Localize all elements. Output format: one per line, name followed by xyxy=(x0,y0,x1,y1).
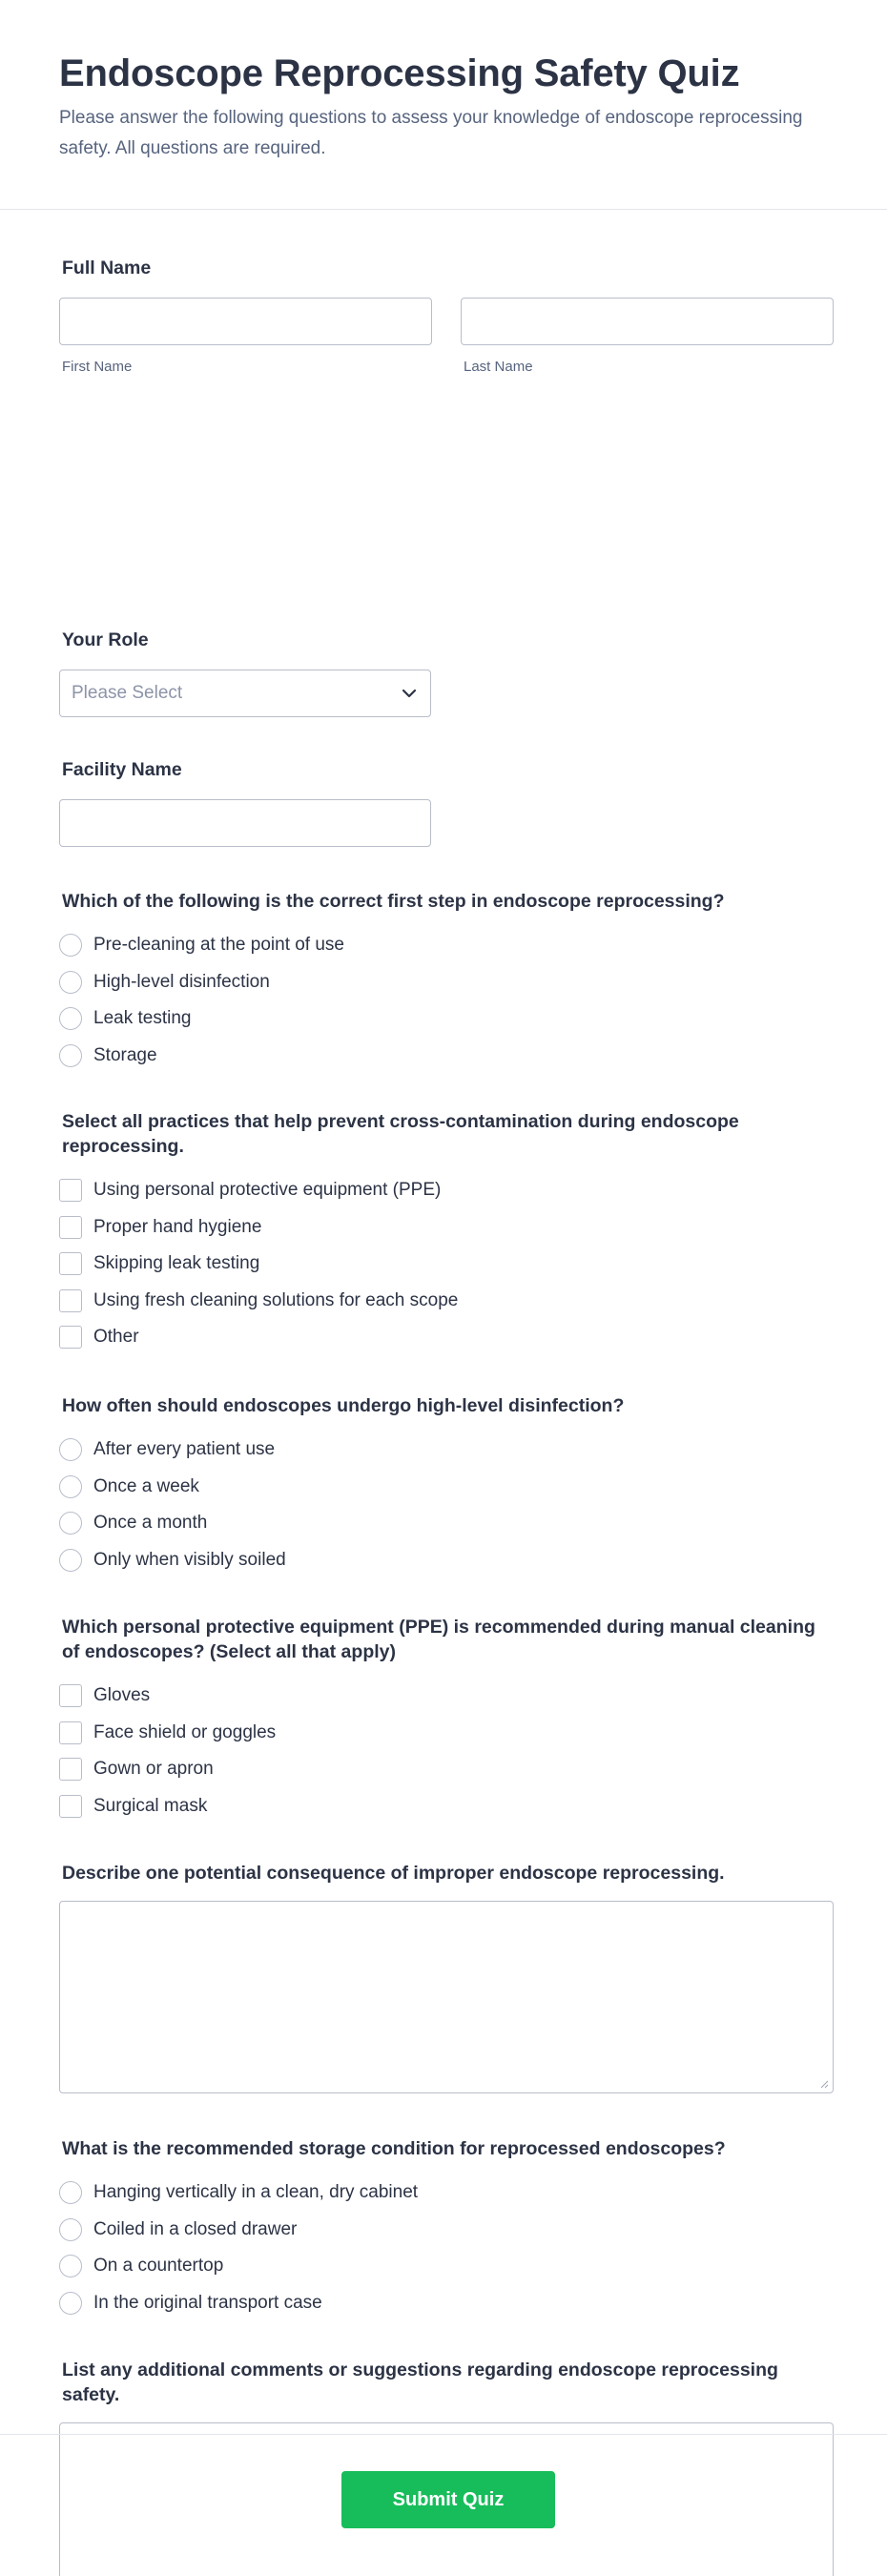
checkbox-option[interactable] xyxy=(59,1788,834,1825)
option-label: Once a week xyxy=(93,1475,199,1496)
option-label: High-level disinfection xyxy=(93,971,270,992)
role-select[interactable] xyxy=(59,670,431,717)
checkbox-group xyxy=(59,1678,834,1824)
radio-button[interactable] xyxy=(59,2255,82,2277)
radio-button[interactable] xyxy=(59,1512,82,1535)
option-label: Using personal protective equipment (PPE) xyxy=(93,1180,442,1201)
option-label: Storage xyxy=(93,1044,157,1065)
role-field xyxy=(59,628,431,717)
radio-button[interactable] xyxy=(59,971,82,994)
radio-group xyxy=(59,2174,834,2321)
checkbox-option[interactable] xyxy=(59,1715,834,1752)
question-label: Which personal protective equipment (PPE) is recommended during manual cleaning of endoscopes? (Select all that apply) xyxy=(62,1617,815,1662)
facility-input[interactable] xyxy=(59,799,431,847)
checkbox[interactable] xyxy=(59,1758,82,1781)
checkbox-option[interactable] xyxy=(59,1246,834,1283)
question-label: Select all practices that help prevent cross-contamination during endoscope reprocessing. xyxy=(62,1111,739,1157)
question-disinfection-frequency xyxy=(59,1393,834,1578)
resize-grip-icon[interactable] xyxy=(819,2079,829,2089)
radio-button[interactable] xyxy=(59,1438,82,1461)
full-name-field xyxy=(59,256,834,375)
radio-button[interactable] xyxy=(59,2292,82,2315)
option-label: Face shield or goggles xyxy=(93,1721,277,1742)
checkbox[interactable] xyxy=(59,1721,82,1744)
radio-option[interactable] xyxy=(59,2248,834,2285)
option-label: Proper hand hygiene xyxy=(93,1216,262,1237)
checkbox-group xyxy=(59,1172,834,1356)
checkbox-option[interactable] xyxy=(59,1172,834,1209)
radio-option[interactable] xyxy=(59,2285,834,2322)
radio-option[interactable] xyxy=(59,964,834,1001)
option-label: After every patient use xyxy=(93,1439,276,1460)
checkbox[interactable] xyxy=(59,1216,82,1239)
option-label: Once a month xyxy=(93,1513,208,1534)
radio-option[interactable] xyxy=(59,1000,834,1038)
radio-button[interactable] xyxy=(59,1549,82,1572)
checkbox-option[interactable] xyxy=(59,1283,834,1320)
question-first-step xyxy=(59,889,834,1074)
consequence-textarea[interactable] xyxy=(59,1901,834,2093)
checkbox[interactable] xyxy=(59,1179,82,1202)
radio-option[interactable] xyxy=(59,2212,834,2249)
page-description: Please answer the following questions to assess your knowledge of endoscope reprocessing safety. All questions are required. xyxy=(59,108,803,158)
last-name-input[interactable] xyxy=(461,298,834,345)
option-label: On a countertop xyxy=(93,2256,224,2277)
facility-field xyxy=(59,757,431,847)
option-label: Gown or apron xyxy=(93,1759,214,1780)
radio-option[interactable] xyxy=(59,1542,834,1579)
form-header xyxy=(0,0,887,210)
option-label: Other xyxy=(93,1327,139,1348)
radio-option[interactable] xyxy=(59,927,834,964)
question-label: Which of the following is the correct first step in endoscope reprocessing? xyxy=(62,891,725,912)
first-name-sublabel: First Name xyxy=(62,359,133,375)
question-label: How often should endoscopes undergo high-level disinfection? xyxy=(62,1395,625,1416)
chevron-down-icon xyxy=(402,689,417,698)
question-label: Describe one potential consequence of improper endoscope reprocessing. xyxy=(62,1863,725,1884)
submit-quiz-button[interactable]: Submit Quiz xyxy=(341,2471,555,2528)
radio-button[interactable] xyxy=(59,934,82,957)
facility-label: Facility Name xyxy=(62,759,182,780)
radio-group xyxy=(59,927,834,1074)
last-name-sublabel: Last Name xyxy=(464,359,533,375)
option-label: Coiled in a closed drawer xyxy=(93,2218,298,2239)
option-label: In the original transport case xyxy=(93,2292,322,2313)
radio-option[interactable] xyxy=(59,1505,834,1542)
checkbox[interactable] xyxy=(59,1684,82,1707)
checkbox-option[interactable] xyxy=(59,1209,834,1247)
checkbox-option[interactable] xyxy=(59,1319,834,1356)
first-name-input[interactable] xyxy=(59,298,432,345)
option-label: Surgical mask xyxy=(93,1795,208,1816)
radio-option[interactable] xyxy=(59,2174,834,2212)
option-label: Only when visibly soiled xyxy=(93,1549,286,1570)
page-title: Endoscope Reprocessing Safety Quiz xyxy=(59,52,740,94)
question-ppe xyxy=(59,1615,834,1824)
question-label: What is the recommended storage condition for reprocessed endoscopes? xyxy=(62,2138,726,2159)
radio-option[interactable] xyxy=(59,1432,834,1469)
checkbox[interactable] xyxy=(59,1289,82,1312)
option-label: Pre-cleaning at the point of use xyxy=(93,935,345,956)
full-name-label: Full Name xyxy=(62,258,152,278)
option-label: Skipping leak testing xyxy=(93,1253,260,1274)
radio-option[interactable] xyxy=(59,1038,834,1075)
checkbox[interactable] xyxy=(59,1795,82,1818)
option-label: Using fresh cleaning solutions for each scope xyxy=(93,1289,459,1310)
question-storage xyxy=(59,2136,834,2321)
radio-option[interactable] xyxy=(59,1469,834,1506)
question-cross-contamination xyxy=(59,1109,834,1356)
option-label: Hanging vertically in a clean, dry cabinet xyxy=(93,2182,419,2203)
radio-button[interactable] xyxy=(59,2181,82,2204)
radio-button[interactable] xyxy=(59,2218,82,2241)
question-consequence xyxy=(59,1861,834,2093)
checkbox-option[interactable] xyxy=(59,1751,834,1788)
radio-button[interactable] xyxy=(59,1007,82,1030)
option-label: Leak testing xyxy=(93,1008,192,1029)
radio-button[interactable] xyxy=(59,1044,82,1067)
role-select-placeholder: Please Select xyxy=(72,683,183,703)
checkbox[interactable] xyxy=(59,1326,82,1349)
role-label: Your Role xyxy=(62,629,149,650)
radio-group xyxy=(59,1432,834,1578)
option-label: Gloves xyxy=(93,1685,151,1706)
question-label: List any additional comments or suggestions regarding endoscope reprocessing safety. xyxy=(62,2360,778,2405)
checkbox[interactable] xyxy=(59,1252,82,1275)
checkbox-option[interactable] xyxy=(59,1678,834,1715)
radio-button[interactable] xyxy=(59,1475,82,1498)
form-footer xyxy=(0,2434,887,2576)
